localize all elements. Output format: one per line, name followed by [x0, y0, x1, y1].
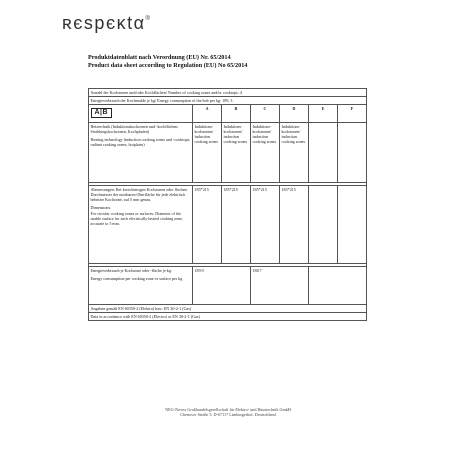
- heating-value-c: Induktions-kochzonen/ induction cooking zones: [251, 123, 280, 183]
- column-header-c: C: [251, 105, 280, 123]
- zones-count-cell: Anzahl der Kochzonen und/oder Kochflächen/ Number of cooking zones and/or cooktops: 4: [89, 89, 367, 97]
- heating-value-f: [338, 123, 367, 183]
- heating-value-b: Induktions-kochzonen/ induction cooking zones: [222, 123, 251, 183]
- energy-per-zone-de: Energieverbrauch je Kochzone oder -fläche je kg:: [90, 268, 173, 274]
- heating-value-a: Induktions-kochzonen/ induction cooking zones: [193, 123, 222, 183]
- dimension-value-e: [309, 186, 338, 264]
- energy-per-zone-en: Energy consumption per cooking zone or surface per kg: [90, 276, 183, 282]
- class-header-row: [89, 105, 367, 123]
- zones-row: [89, 89, 367, 97]
- energy-value-a: 189.9: [193, 267, 251, 305]
- dimension-value-f: [338, 186, 367, 264]
- column-header-b: B: [222, 105, 251, 123]
- standard-de-row: [89, 305, 367, 313]
- dimension-value-a: 185*215: [193, 186, 222, 264]
- dimension-value-c: 185*215: [251, 186, 280, 264]
- heading-english: Product data sheet according to Regulation (EU) No 65/2014: [88, 62, 248, 69]
- registered-mark: ®: [145, 16, 150, 22]
- heating-technology-en: Heating technology (induction cooking zones and -cooktops, radiant cooking zones, hotplates): [90, 137, 191, 148]
- column-header-d: D: [280, 105, 309, 123]
- heating-value-d: Induktions-kochzonen/ induction cooking zones: [280, 123, 309, 183]
- heating-technology-label: [89, 123, 193, 183]
- column-header-f: F: [338, 105, 367, 123]
- hob-energy-row: [89, 97, 367, 105]
- document-heading: [88, 54, 247, 70]
- footer-company-name: NEG-Novex Großhandelsgesellschaft für Elektro- und Haustechnik GmbH: [165, 407, 291, 412]
- energy-per-zone-row: [89, 267, 367, 305]
- company-footer: [0, 407, 456, 417]
- hob-energy-cell: Energieverbrauch der Kochmulde je kg/ Energy consumption of the hob per kg: 189, 3: [89, 97, 367, 105]
- dimensions-en-label: Dimensions:: [90, 205, 112, 211]
- brand-logo: [62, 13, 150, 34]
- heating-technology-row: [89, 123, 367, 183]
- heating-value-e: [309, 123, 338, 183]
- column-header-a: A: [193, 105, 222, 123]
- energy-label-icon: A|B: [91, 108, 113, 118]
- footer-address: Chenover Straße 5, D-67117 Limburgerhof, Deutschland: [180, 412, 276, 418]
- energy-per-zone-label: [89, 267, 193, 305]
- heating-technology-de: Heiztechnik (Induktionskochzonen und -kochflächen, Strahlungskochzonen, Kochplatten): [90, 124, 179, 135]
- energy-value-c: 188.7: [251, 267, 309, 305]
- dimension-value-b: 185*215: [222, 186, 251, 264]
- standard-en-cell: Data in accordance with EN 60350-2 (Electro) or EN 30-2-1 (Gas): [89, 313, 367, 321]
- dimensions-de: Abmessungen: Bei kreisförmigen Kochzonen oder flächen: Durchmesser der nutzbaren Oberfläche für jede elektrisch beheizte Kochzone, auf 5 mm genau.: [90, 187, 188, 203]
- standard-en-row: [89, 313, 367, 321]
- dimensions-en: For circular cooking zones or surfaces: Diameter of the usable surface for each electrically heated cooking zone, accurate to 5 mm.: [90, 210, 184, 226]
- energy-value-e: [309, 267, 367, 305]
- standard-de-cell: Angaben gemäß EN 60350-2 (Elektro) bzw. EN 30-2-1 (Gas): [89, 305, 367, 313]
- product-data-table: [88, 88, 367, 321]
- label-icon-cell: [89, 105, 193, 123]
- dimension-value-d: 185*215: [280, 186, 309, 264]
- heading-german: Produktdatenblatt nach Verordnung (EU) Nr. 65/2014: [88, 54, 231, 61]
- column-header-e: E: [309, 105, 338, 123]
- dimensions-label: [89, 186, 193, 264]
- brand-name: ʀєspєκtα: [62, 13, 146, 33]
- dimensions-row: [89, 186, 367, 264]
